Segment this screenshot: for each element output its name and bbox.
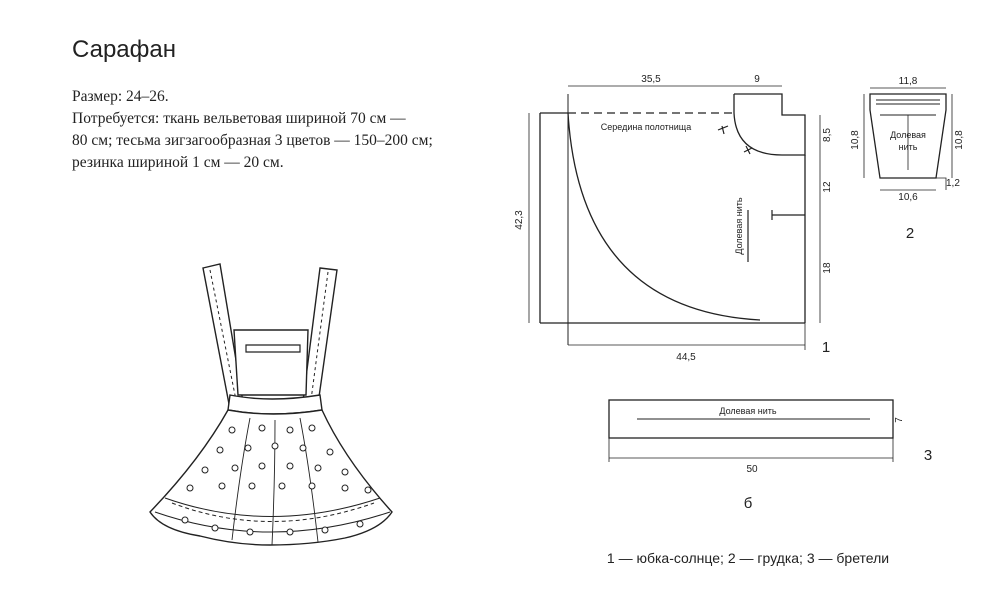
p2-label-grain-1: Долевая xyxy=(890,130,926,140)
p2-dim-bottom: 10,6 xyxy=(898,192,918,203)
p1-label-middle: Середина полотнища xyxy=(600,122,692,132)
figure-letter: б xyxy=(743,495,753,512)
p1-dim-right-c: 18 xyxy=(822,262,833,274)
p1-number: 1 xyxy=(821,339,831,356)
p3-number: 3 xyxy=(923,447,933,464)
skirt xyxy=(150,410,392,545)
bib xyxy=(234,330,308,395)
p1-dim-right-a: 8,5 xyxy=(822,128,833,142)
p1-label-grain: Долевая нить xyxy=(734,197,744,255)
p1-dim-top-main: 35,5 xyxy=(641,74,661,85)
p2-dim-top: 11,8 xyxy=(898,76,918,87)
sundress-illustration xyxy=(150,264,392,545)
p1-dim-top-small: 9 xyxy=(754,74,760,85)
figure-caption: 1 — юбка-солнце; 2 — грудка; 3 — бретели xyxy=(606,550,890,566)
waistband xyxy=(228,395,322,414)
p3-dim-width: 50 xyxy=(746,464,758,475)
p2-label-grain-2: нить xyxy=(898,142,918,152)
materials-line-1: Потребуется: ткань вельветовая шириной 70 см — xyxy=(72,110,406,127)
p2-number: 2 xyxy=(905,225,915,242)
p3-label-grain: Долевая нить xyxy=(719,406,777,416)
materials-line-2: 80 см; тесьма зигзагообразная 3 цветов — 150–200 см; xyxy=(72,132,433,149)
page-title: Сарафан xyxy=(72,36,176,63)
p1-dim-bottom: 44,5 xyxy=(676,352,696,363)
p2-dim-left: 10,8 xyxy=(850,130,861,150)
p2-dim-corner: 1,2 xyxy=(946,178,960,189)
materials-line-3: резинка шириной 1 см — 20 см. xyxy=(72,154,284,171)
p1-dim-left: 42,3 xyxy=(514,210,525,230)
size-line: Размер: 24–26. xyxy=(72,88,169,105)
p3-dim-height: 7 xyxy=(894,417,905,423)
p2-dim-right: 10,8 xyxy=(954,130,965,150)
p1-dim-right-b: 12 xyxy=(822,181,833,193)
